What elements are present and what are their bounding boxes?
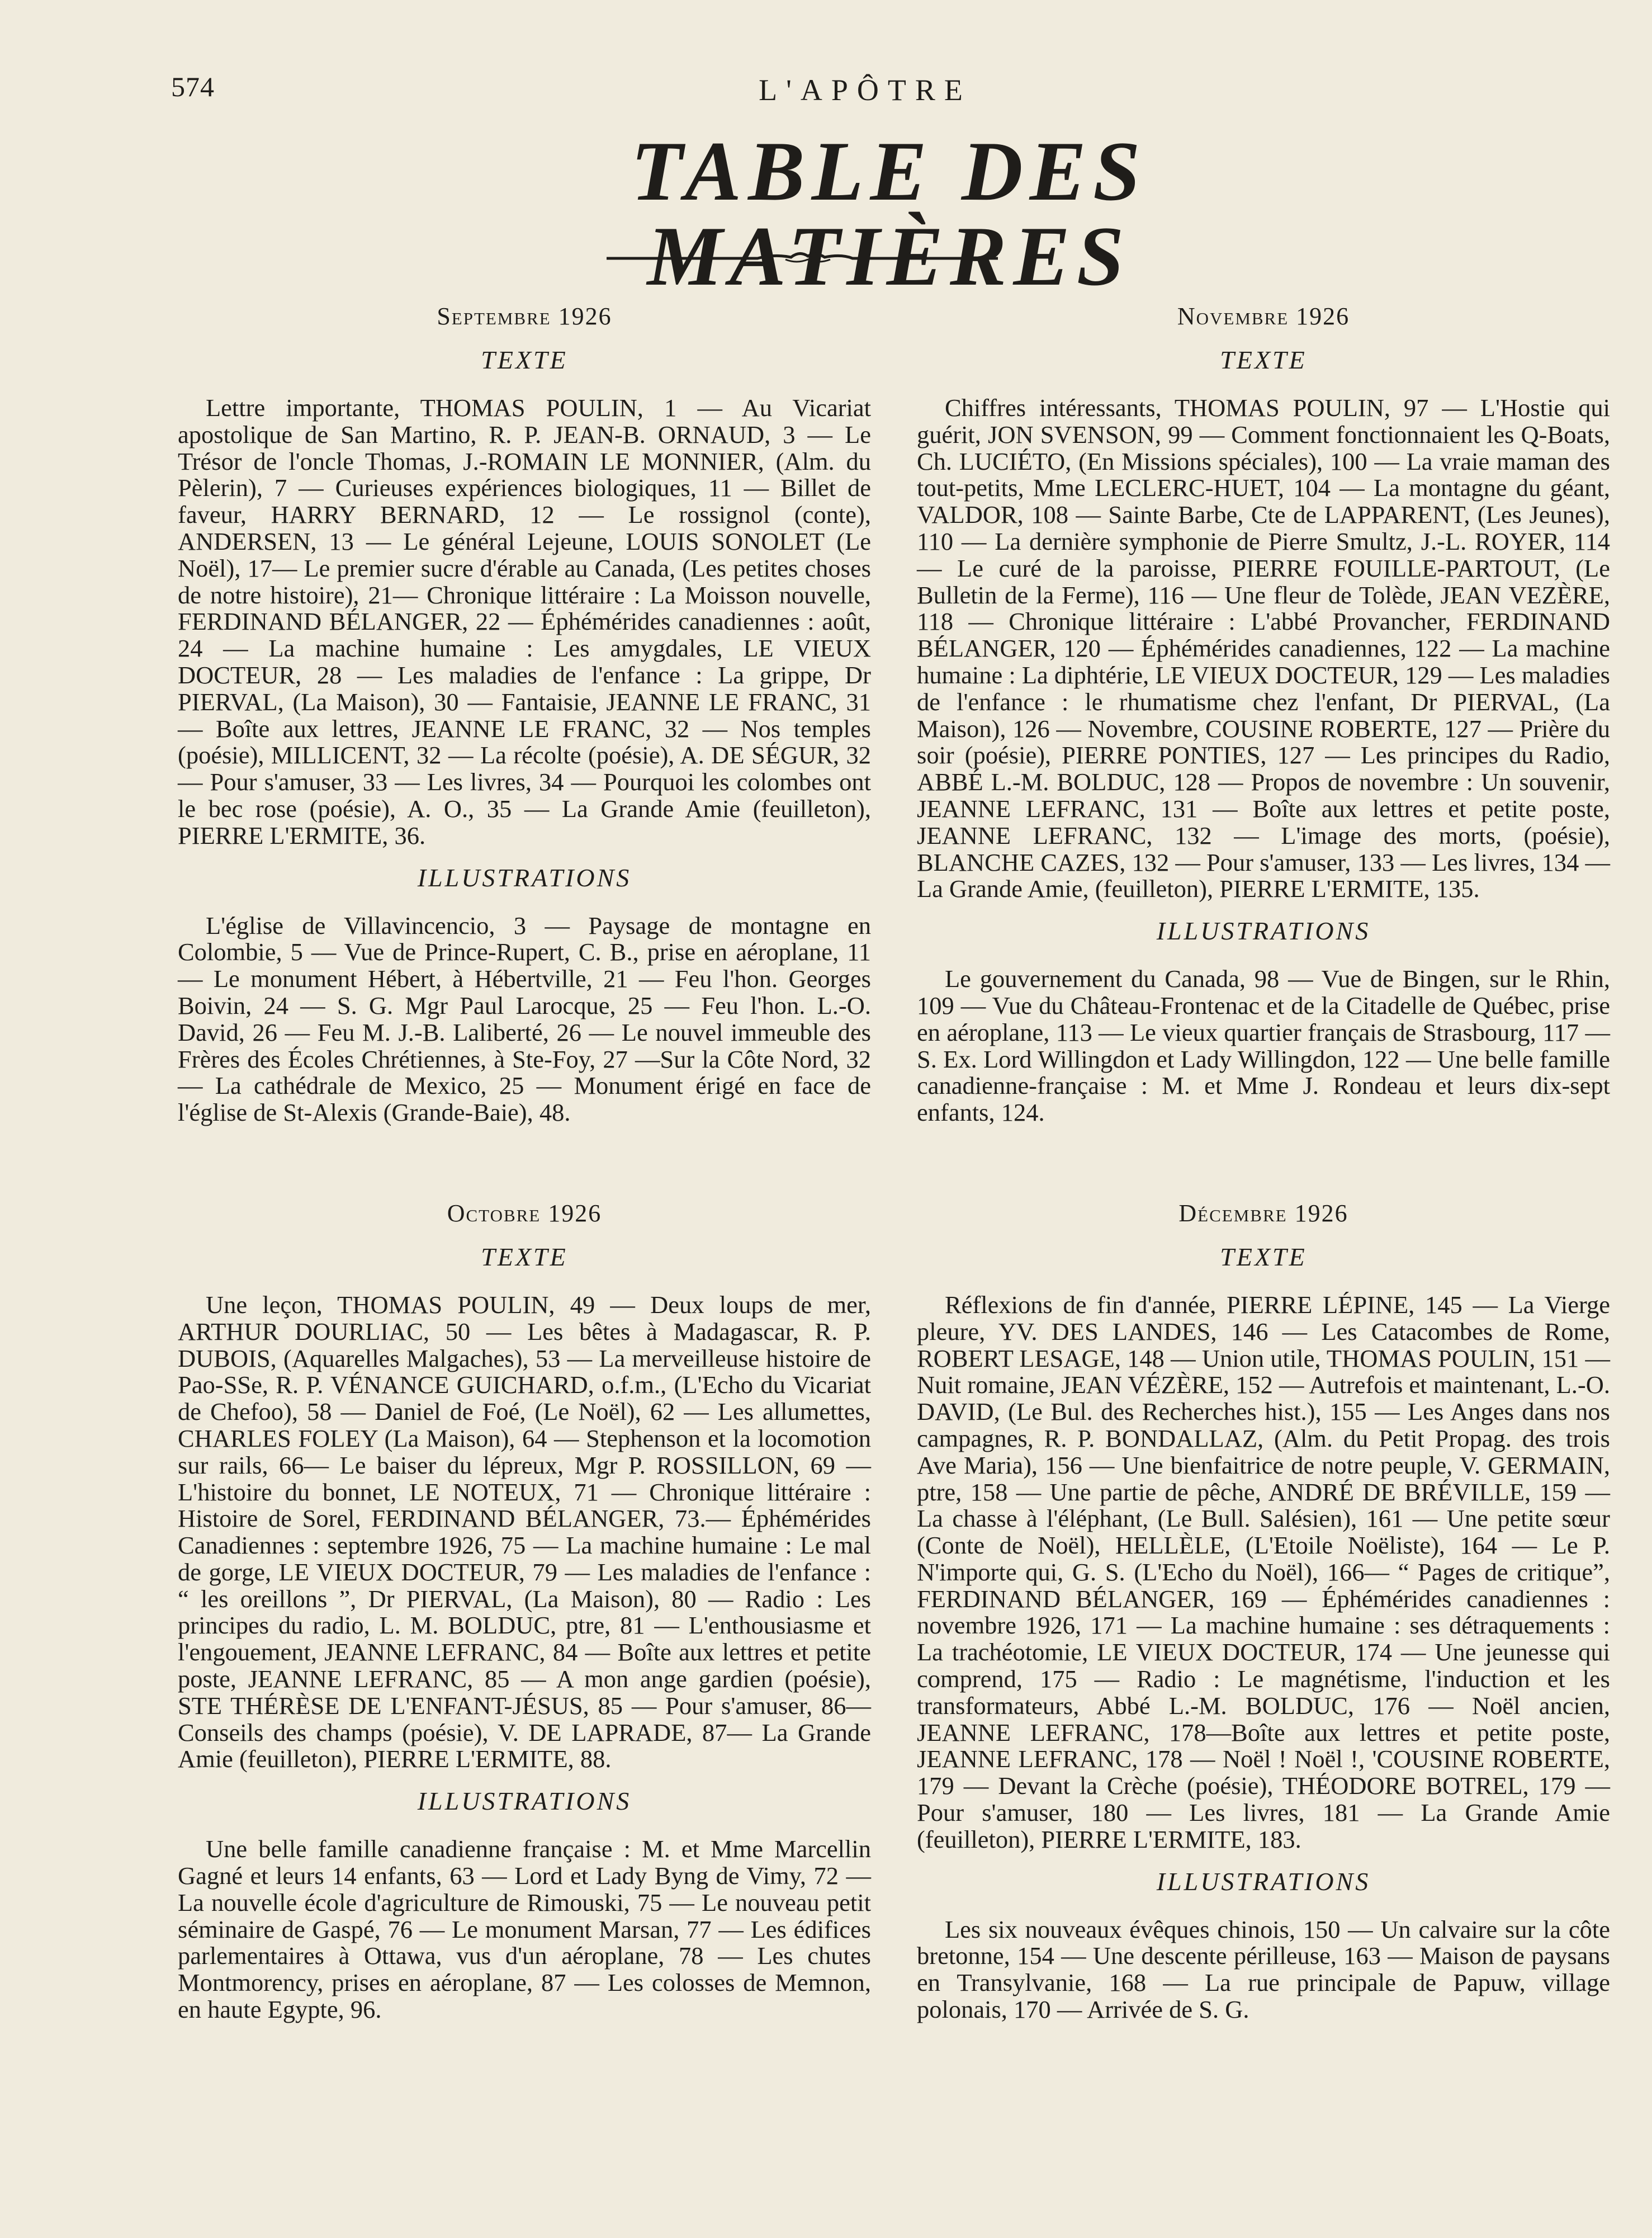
texte-heading: TEXTE [1220, 346, 1307, 374]
ornament-divider [607, 246, 998, 268]
texte-heading: TEXTE [481, 1242, 568, 1271]
month-december [917, 1199, 1610, 2023]
illustrations-heading: ILLUSTRATIONS [417, 1787, 632, 1816]
texte-entries: Lettre importante, THOMAS POULIN, 1 — Au Vicariat apostolique de San Martino, R. P. JEAN-B. ORNAUD, 3 — Le Trésor de l'oncle Thomas, J.-ROMAIN LE MONNIER, (Alm. du Pèlerin), 7 — Curieuses expériences biologiques, 11 — Billet de faveur, HARRY BERNARD, 12 — Le rossignol (conte), ANDERSEN, 13 — Le général Lejeune, LOUIS SONOLET (Le Noël), 17— Le premier sucre d'érable au Canada, (Les petites choses de notre histoire), 21— Chronique littéraire : La Moisson nouvelle, FERDINAND BÉLANGER, 22 — Éphémérides canadiennes : août, 24 — La machine humaine : Les amygdales, LE VIEUX DOCTEUR, 28 — Les maladies de l'enfance : La grippe, Dr PIERVAL, (La Maison), 30 — Fantaisie, JEANNE LE FRANC, 31 — Boîte aux lettres, JEANNE LE FRANC, 32 — Nos temples (poésie), MILLICENT, 32 — La récolte (poésie), A. DE SÉGUR, 32 — Pour s'amuser, 33 — Les livres, 34 — Pourquoi les colombes ont le bec rose (poésie), A. O., 35 — La Grande Amie (feuilleton), PIERRE L'ERMITE, 36. [178, 394, 871, 849]
illustrations-entries: Le gouvernement du Canada, 98 — Vue de Bingen, sur le Rhin, 109 — Vue du Château-Frontenac et de la Citadelle de Québec, prise en aéroplane, 113 — Le vieux quartier français de Strasbourg, 117 — S. Ex. Lord Willingdon et Lady Willingdon, 122 — Une belle famille canadienne-française : M. et Mme J. Rondeau et leurs dix-sept enfants, 124. [917, 965, 1610, 1127]
month-title: Novembre 1926 [1177, 303, 1350, 330]
texte-heading: TEXTE [481, 346, 568, 374]
illustrations-heading: ILLUSTRATIONS [417, 863, 632, 892]
right-column [917, 302, 1610, 2096]
month-october [178, 1199, 871, 2023]
month-title: Octobre 1926 [447, 1199, 602, 1227]
page-number: 574 [171, 71, 215, 102]
month-september [178, 302, 871, 1126]
page-title: TABLE DES MATIÈRES [631, 124, 1147, 303]
month-november [917, 302, 1610, 1126]
illustrations-entries: L'église de Villavincencio, 3 — Paysage de montagne en Colombie, 5 — Vue de Prince-Rupert, C. B., prise en aéroplane, 11 — Le monument Hébert, à Hébertville, 21 — Feu l'hon. Georges Boivin, 24 — S. G. Mgr Paul Larocque, 25 — Feu l'hon. L.-O. David, 26 — Feu M. J.-B. Laliberté, 26 — Le nouvel immeuble des Frères des Écoles Chrétiennes, à Ste-Foy, 27 —Sur la Côte Nord, 32 — La cathédrale de Mexico, 25 — Monument érigé en face de l'église de St-Alexis (Grande-Baie), 48. [178, 911, 871, 1127]
texte-entries: Une leçon, THOMAS POULIN, 49 — Deux loups de mer, ARTHUR DOURLIAC, 50 — Les bêtes à Madagascar, R. P. DUBOIS, (Aquarelles Malgaches), 53 — La merveilleuse histoire de Pao-SSe, R. P. VÉNANCE GUICHARD, o.f.m., (L'Echo du Vicariat de Chefoo), 58 — Daniel de Foé, (Le Noël), 62 — Les allumettes, CHARLES FOLEY (La Maison), 64 — Stephenson et la locomotion sur rails, 66— Le baiser du lépreux, Mgr P. ROSSILLON, 69 — L'histoire du bonnet, LE NOTEUX, 71 — Chronique littéraire : Histoire de Sorel, FERDINAND BÉLANGER, 73.— Éphémérides Canadiennes : septembre 1926, 75 — La machine humaine : Le mal de gorge, LE VIEUX DOCTEUR, 79 — Les maladies de l'enfance : “ les oreillons ”, Dr PIERVAL, (La Maison), 80 — Radio : Les principes du radio, L. M. BOLDUC, ptre, 81 — L'enthousiasme et l'engouement, JEANNE LEFRANC, 84 — Boîte aux lettres et petite poste, JEANNE LEFRANC, 85 — A mon ange gardien (poésie), STE THÉRÈSE DE L'ENFANT-JÉSUS, 85 — Pour s'amuser, 86—Conseils des champs (poésie), V. DE LAPRADE, 87— La Grande Amie (feuilleton), PIERRE L'ERMITE, 88. [178, 1290, 871, 1773]
texte-entries: Réflexions de fin d'année, PIERRE LÉPINE, 145 — La Vierge pleure, YV. DES LANDES, 146 — Les Catacombes de Rome, ROBERT LESAGE, 148 — Union utile, THOMAS POULIN, 151 — Nuit romaine, JEAN VÉZÈRE, 152 — Autrefois et maintenant, L.-O. DAVID, (Le Bul. des Recherches hist.), 155 — Les Anges dans nos campagnes, R. P. BONDALLAZ, (Alm. du Petit Propag. des trois Ave Maria), 156 — Une bienfaitrice de notre peuple, V. GERMAIN, ptre, 158 — Une partie de pêche, ANDRÉ DE BRÉVILLE, 159 — La chasse à l'éléphant, (Le Bull. Salésien), 161 — Une petite sœur (Conte de Noël), HELLÈLE, (L'Etoile Noëliste), 164 — Le P. N'importe qui, G. S. (L'Echo du Noël), 166— “ Pages de critique”, FERDINAND BÉLANGER, 169 — Éphémérides canadiennes : novembre 1926, 171 — La machine humaine : ses détraquements : La trachéotomie, LE VIEUX DOCTEUR, 174 — Une jeunesse qui comprend, 175 — Radio : Le magnétisme, l'induction et les transformateurs, Abbé L.-M. BOLDUC, 176 — Noël ancien, JEANNE LEFRANC, 178—Boîte aux lettres et petite poste, JEANNE LEFRANC, 178 — Noël ! Noël !, 'COUSINE ROBERTE, 179 — Devant la Crèche (poésie), THÉODORE BOTREL, 179 — Pour s'amuser, 180 — Les livres, 181 — La Grande Amie (feuilleton), PIERRE L'ERMITE, 183. [917, 1290, 1611, 1853]
month-title: Décembre 1926 [1178, 1199, 1348, 1227]
illustrations-heading: ILLUSTRATIONS [1156, 1867, 1371, 1896]
illustrations-entries: Une belle famille canadienne française : M. et Mme Marcellin Gagné et leurs 14 enfants, 63 — Lord et Lady Byng de Vimy, 72 — La nouvelle école d'agriculture de Rimouski, 75 — Le nouveau petit séminaire de Gaspé, 76 — Le monument Marsan, 77 — Les édifices parlementaires à Ottawa, vus d'un aéroplane, 78 — Les chutes Montmorency, prises en aéroplane, 87 — Les colosses de Memnon, en haute Egypte, 96. [178, 1835, 871, 2024]
left-column [178, 302, 871, 2096]
illustrations-heading: ILLUSTRATIONS [1156, 917, 1371, 946]
texte-heading: TEXTE [1220, 1242, 1307, 1271]
running-head: L'APÔTRE [759, 73, 972, 107]
texte-entries: Chiffres intéressants, THOMAS POULIN, 97 — L'Hostie qui guérit, JON SVENSON, 99 — Comment fonctionnaient les Q-Boats, Ch. LUCIÉTO, (En Missions spéciales), 100 — La vraie maman des tout-petits, Mme LECLERC-HUET, 104 — La montagne du géant, VALDOR, 108 — Sainte Barbe, Cte de LAPPARENT, (Les Jeunes), 110 — La dernière symphonie de Pierre Smultz, J.-L. ROYER, 114 — Le curé de la paroisse, PIERRE FOUILLE-PARTOUT, (Le Bulletin de la Ferme), 116 — Une fleur de Tolède, JEAN VEZÈRE, 118 — Chronique littéraire : L'abbé Provancher, FERDINAND BÉLANGER, 120 — Éphémérides canadiennes, 122 — La machine humaine : La diphtérie, LE VIEUX DOCTEUR, 129 — Les maladies de l'enfance : le rhumatisme chez l'enfant, Dr PIERVAL, (La Maison), 126 — Novembre, COUSINE ROBERTE, 127 — Prière du soir (poésie), PIERRE PONTIES, 127 — Les principes du Radio, ABBÉ L.-M. BOLDUC, 128 — Propos de novembre : Un souvenir, JEANNE LEFRANC, 131 — Boîte aux lettres et petite poste, JEANNE LEFRANC, 132 — L'image des morts, (poésie), BLANCHE CAZES, 132 — Pour s'amuser, 133 — Les livres, 134 — La Grande Amie, (feuilleton), PIERRE L'ERMITE, 135. [917, 394, 1610, 903]
illustrations-entries: Les six nouveaux évêques chinois, 150 — Un calvaire sur la côte bretonne, 154 — Une descente périlleuse, 163 — Maison de paysans en Transylvanie, 168 — La rue principale de Papuw, village polonais, 170 — Arrivée de S. G. [917, 1915, 1610, 2024]
month-title: Septembre 1926 [437, 303, 612, 330]
